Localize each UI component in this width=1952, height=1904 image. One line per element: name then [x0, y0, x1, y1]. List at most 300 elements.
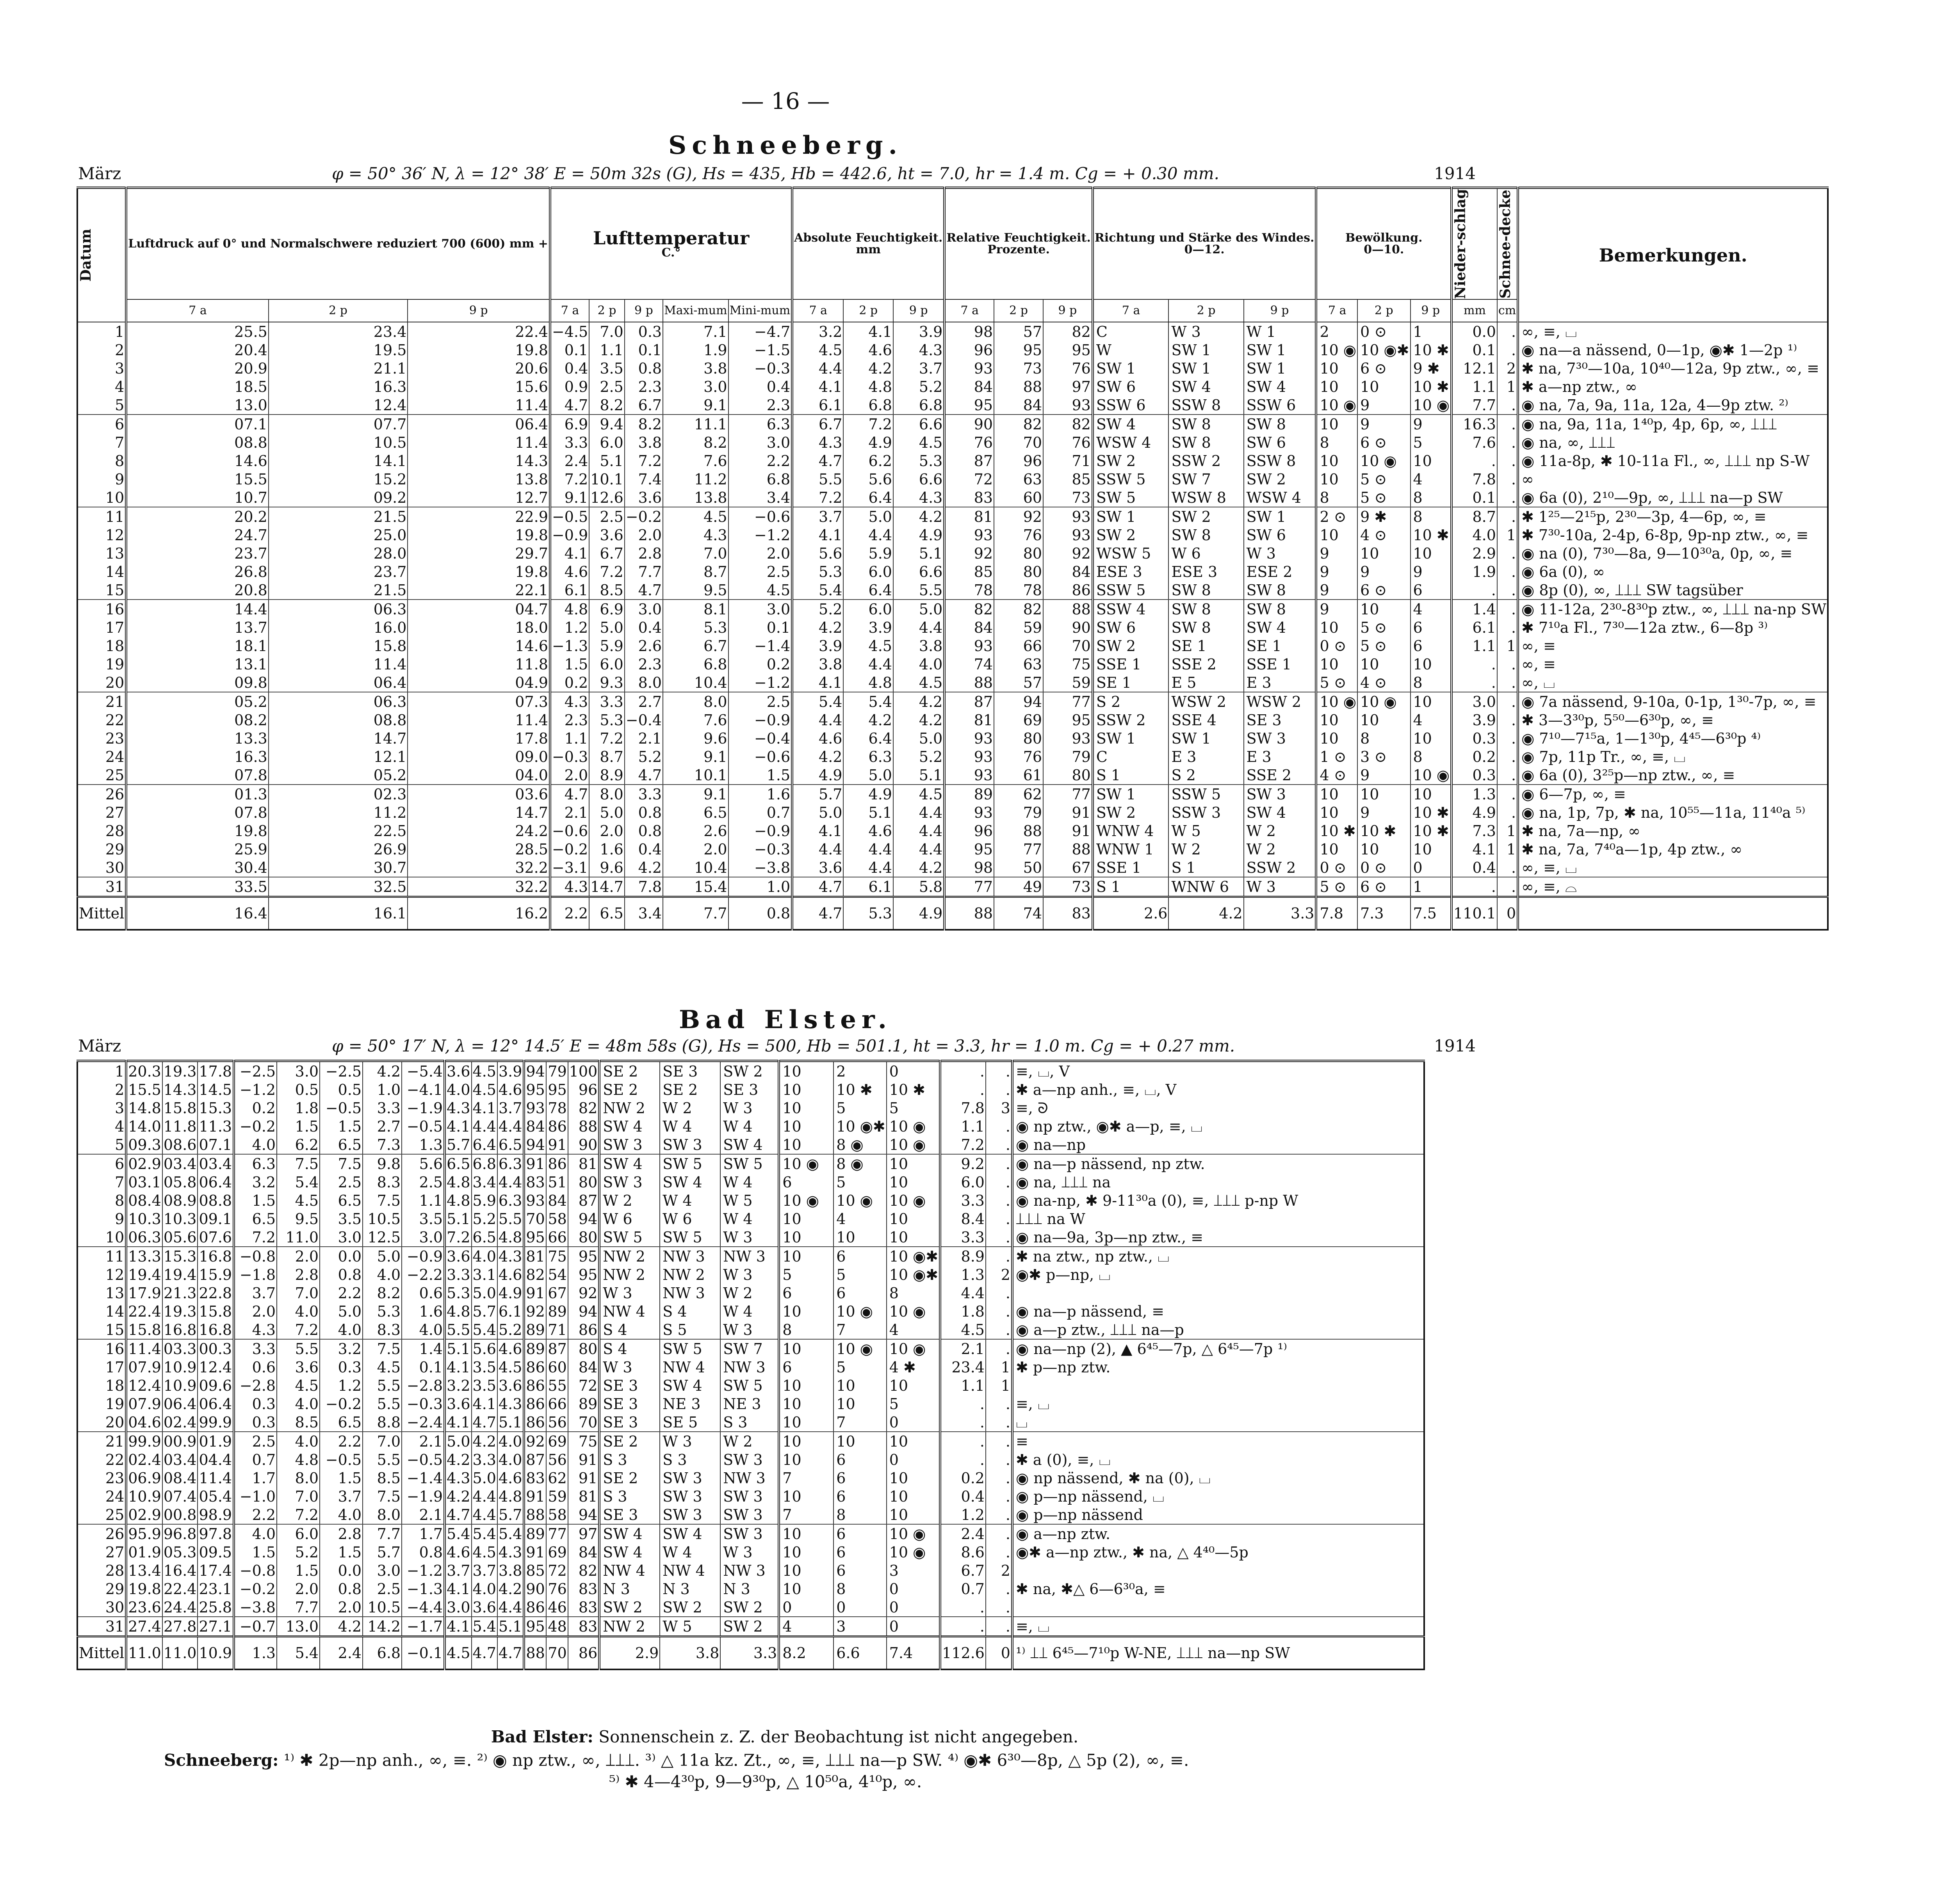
rel-2p-cell: 80 — [994, 729, 1043, 747]
table-row — [77, 637, 1828, 655]
cloud-7a-cell: 4 — [779, 1617, 834, 1637]
schneedecke-cell: . — [986, 1487, 1012, 1505]
rel-2p-cell: 88 — [994, 377, 1043, 396]
wind-9p-cell: W 1 — [1244, 322, 1316, 341]
temp-7a-cell: −0.3 — [550, 747, 589, 766]
luftdruck-9p-cell: 07.3 — [408, 692, 550, 711]
luftdruck-2p-cell: 19.5 — [269, 341, 408, 359]
luftdruck-2p-cell: 15.3 — [162, 1247, 198, 1265]
datum-cell: 17 — [77, 1358, 126, 1376]
luftdruck-9p-cell: 04.4 — [198, 1450, 234, 1469]
schneedecke-cell: 1 — [1497, 840, 1518, 858]
luftdruck-2p-cell: 24.4 — [162, 1598, 198, 1617]
abs-7a-cell: 4.7 — [792, 877, 843, 897]
niederschlag-cell: 12.1 — [1452, 359, 1497, 377]
wind-2p-cell: SW 8 — [1168, 433, 1243, 452]
table-row — [77, 1265, 1424, 1284]
temp-7a-cell: −3.8 — [234, 1598, 277, 1617]
temp-7a-cell: 6.1 — [550, 581, 589, 600]
temp-7a-cell: 2.0 — [550, 766, 589, 785]
temp-7a-cell: 1.5 — [234, 1543, 277, 1561]
luftdruck-2p-cell: 12.1 — [269, 747, 408, 766]
niederschlag-cell: 3.3 — [940, 1228, 986, 1247]
table-row — [77, 1099, 1424, 1117]
rel-7a-cell: 81 — [524, 1247, 546, 1265]
wind-9p-cell: SSE 2 — [1244, 766, 1316, 785]
abs-2p-cell: 6.0 — [843, 600, 893, 618]
datum-cell: 8 — [77, 1191, 126, 1210]
wind-7a-cell: SW 1 — [1093, 507, 1169, 526]
abs-7a-cell: 4.7 — [792, 452, 843, 470]
bemerkung-cell: ◉✱ p—np, ⌴ — [1012, 1265, 1424, 1284]
temp-min-cell: 2.5 — [728, 692, 793, 711]
rel-9p-cell: 70 — [568, 1413, 600, 1432]
abs-7a-cell: 6.1 — [792, 396, 843, 415]
cloud-7a-cell: 0 ⊙ — [1316, 858, 1357, 877]
rel-9p-cell: 87 — [568, 1191, 600, 1210]
datum-cell: 5 — [77, 396, 126, 415]
wind-7a-cell: SW 2 — [1093, 803, 1169, 822]
wind-9p-cell: NW 3 — [720, 1358, 779, 1376]
wind-2p-cell: S 2 — [1168, 766, 1243, 785]
datum-cell: 30 — [77, 1598, 126, 1617]
schneedecke-cell: 1 — [1497, 377, 1518, 396]
sub-7a: 7 a — [1093, 299, 1169, 322]
header-absolute-feuchtigkeit: Absolute Feuchtigkeit. mm — [792, 188, 944, 299]
cloud-2p-cell: 10 — [834, 1228, 886, 1247]
niederschlag-cell: 8.4 — [940, 1210, 986, 1228]
wind-2p-cell: NE 3 — [660, 1395, 720, 1413]
rel-2p-cell: 79 — [994, 803, 1043, 822]
niederschlag-cell: 4.1 — [1452, 840, 1497, 858]
rel-7a-cell: 88 — [524, 1637, 546, 1670]
rel-2p-cell: 71 — [546, 1320, 568, 1339]
luftdruck-2p-cell: 16.4 — [162, 1561, 198, 1580]
temp-2p-cell: 5.0 — [589, 803, 625, 822]
datum-cell: 29 — [77, 840, 126, 858]
temp-min-cell: 2.1 — [402, 1505, 445, 1524]
cloud-7a-cell: 10 — [779, 1543, 834, 1561]
luftdruck-7a-cell: 10.3 — [126, 1210, 162, 1228]
abs-7a-cell: 4.8 — [445, 1191, 471, 1210]
luftdruck-9p-cell: 14.5 — [198, 1080, 234, 1099]
wind-2p-cell: SSE 4 — [1168, 711, 1243, 729]
bemerkung-cell: ◉ np ztw., ◉✱ a—p, ≡, ⌴ — [1012, 1117, 1424, 1135]
luftdruck-2p-cell: 21.1 — [269, 359, 408, 377]
rel-7a-cell: 85 — [524, 1561, 546, 1580]
bemerkung-cell: ⟘⟘⟘ na W — [1012, 1210, 1424, 1228]
bemerkung-cell: ◉ 7p, 11p Tr., ∞, ≡, ⌴ — [1518, 747, 1828, 766]
abs-7a-cell: 7.2 — [445, 1228, 471, 1247]
luftdruck-9p-cell: 24.2 — [408, 822, 550, 840]
rel-9p-cell: 82 — [568, 1561, 600, 1580]
datum-cell: 15 — [77, 581, 126, 600]
wind-2p-cell: S 1 — [1168, 858, 1243, 877]
wind-2p-cell: SW 2 — [1168, 507, 1243, 526]
schneedecke-cell: 1 — [1497, 637, 1518, 655]
rel-7a-cell: 92 — [944, 544, 994, 562]
cloud-7a-cell: 4 ⊙ — [1316, 766, 1357, 785]
cloud-7a-cell: 10 — [779, 1450, 834, 1469]
temp-max-cell: 9.1 — [663, 747, 728, 766]
schneedecke-cell: . — [986, 1395, 1012, 1413]
cloud-7a-cell: 9 — [1316, 600, 1357, 618]
footnote-text: ¹⁾ ✱ 2p—np anh., ∞, ≡. ²⁾ ◉ np ztw., ∞, ⟘⟘⟘. ³⁾ △ 11a kz. Zt., ∞, ≡, ⟘⟘⟘ na—p SW. ⁴⁾ ◉✱ 6³⁰—8p, △ 5p (2), ∞, ≡. — [283, 1751, 1189, 1770]
footnote-schneeberg — [164, 1751, 1577, 1770]
rel-9p-cell: 91 — [568, 1469, 600, 1487]
niederschlag-cell: . — [1452, 655, 1497, 673]
temp-max-cell: 8.2 — [363, 1284, 402, 1302]
rel-2p-cell: 69 — [546, 1432, 568, 1450]
temp-min-cell: 3.0 — [728, 433, 793, 452]
temp-min-cell: 0.8 — [728, 897, 793, 930]
abs-7a-cell: 4.2 — [445, 1487, 471, 1505]
rel-7a-cell: 86 — [524, 1395, 546, 1413]
rel-2p-cell: 69 — [546, 1543, 568, 1561]
luftdruck-2p-cell: 19.3 — [162, 1302, 198, 1320]
cloud-7a-cell: 7 — [779, 1469, 834, 1487]
temp-7a-cell: −0.6 — [550, 822, 589, 840]
abs-2p-cell: 5.4 — [472, 1524, 497, 1543]
temp-max-cell: 9.6 — [663, 729, 728, 747]
temp-7a-cell: 3.2 — [234, 1173, 277, 1191]
luftdruck-9p-cell: 15.6 — [408, 377, 550, 396]
temp-min-cell: 5.6 — [402, 1154, 445, 1173]
temp-2p-cell: 6.7 — [589, 544, 625, 562]
abs-2p-cell: 4.0 — [472, 1580, 497, 1598]
wind-7a-cell: S 3 — [599, 1450, 660, 1469]
luftdruck-2p-cell: 30.7 — [269, 858, 408, 877]
luftdruck-9p-cell: 06.4 — [408, 415, 550, 433]
cloud-9p-cell: 10 ✱ — [1411, 341, 1452, 359]
wind-2p-cell: SW 8 — [1168, 526, 1243, 544]
abs-7a-cell: 3.6 — [792, 858, 843, 877]
bemerkung-cell: ◉ na—p nässend, ≡ — [1012, 1302, 1424, 1320]
datum-cell: 22 — [77, 711, 126, 729]
wind-7a-cell: SW 5 — [599, 1228, 660, 1247]
luftdruck-2p-cell: 03.4 — [162, 1154, 198, 1173]
rel-2p-cell: 96 — [994, 452, 1043, 470]
cloud-2p-cell: 10 ◉ — [1357, 452, 1410, 470]
cloud-7a-cell: 10 — [779, 1487, 834, 1505]
cloud-2p-cell: 5 ⊙ — [1357, 488, 1410, 507]
temp-7a-cell: 7.2 — [550, 470, 589, 488]
bemerkung-cell: ◉ na, ⟘⟘⟘ na — [1012, 1173, 1424, 1191]
datum-cell: 18 — [77, 637, 126, 655]
cloud-9p-cell: 1 — [1411, 322, 1452, 341]
luftdruck-9p-cell: 13.8 — [408, 470, 550, 488]
luftdruck-2p-cell: 00.9 — [162, 1432, 198, 1450]
cloud-9p-cell: 10 ◉ — [887, 1339, 940, 1358]
datum-cell: 26 — [77, 785, 126, 803]
abs-9p-cell: 4.3 — [497, 1395, 524, 1413]
cloud-2p-cell: 6 — [834, 1524, 886, 1543]
cloud-7a-cell: 0 ⊙ — [1316, 637, 1357, 655]
table-row — [77, 581, 1828, 600]
temp-min-cell: −1.9 — [402, 1099, 445, 1117]
wind-2p-cell: WSW 2 — [1168, 692, 1243, 711]
temp-9p-cell: 1.5 — [320, 1469, 363, 1487]
datum-cell: 5 — [77, 1135, 126, 1154]
sub-2p: 2 p — [994, 299, 1043, 322]
header-wind: Richtung und Stärke des Windes. 0—12. — [1093, 188, 1316, 299]
cloud-7a-cell: 5 ⊙ — [1316, 673, 1357, 692]
datum-cell: 2 — [77, 341, 126, 359]
wind-2p-cell: SSW 3 — [1168, 803, 1243, 822]
luftdruck-9p-cell: 01.9 — [198, 1432, 234, 1450]
wind-9p-cell: SW 7 — [720, 1339, 779, 1358]
wind-2p-cell: S 4 — [660, 1302, 720, 1320]
temp-max-cell: 7.5 — [363, 1487, 402, 1505]
wind-2p-cell: SE 3 — [660, 1061, 720, 1080]
abs-9p-cell: 3.7 — [497, 1099, 524, 1117]
abs-2p-cell: 4.4 — [472, 1487, 497, 1505]
temp-2p-cell: 5.3 — [589, 711, 625, 729]
abs-2p-cell: 3.9 — [843, 618, 893, 637]
bemerkung-cell: ≡, ⌴, V — [1012, 1061, 1424, 1080]
temp-max-cell: 7.0 — [363, 1432, 402, 1450]
cloud-9p-cell: 10 — [887, 1376, 940, 1395]
temp-7a-cell: 2.2 — [234, 1505, 277, 1524]
niederschlag-cell: 2.4 — [940, 1524, 986, 1543]
bemerkung-cell: ◉ 6a (0), 2¹⁰—9p, ∞, ⟘⟘⟘ na—p SW — [1518, 488, 1828, 507]
cloud-7a-cell: 10 ◉ — [779, 1191, 834, 1210]
temp-max-cell: 7.5 — [363, 1191, 402, 1210]
rel-7a-cell: 93 — [944, 526, 994, 544]
temp-7a-cell: 2.2 — [550, 897, 589, 930]
temp-9p-cell: 3.0 — [320, 1228, 363, 1247]
abs-7a-cell: 4.7 — [445, 1505, 471, 1524]
luftdruck-2p-cell: 16.0 — [269, 618, 408, 637]
niederschlag-cell: 1.3 — [940, 1265, 986, 1284]
luftdruck-7a-cell: 07.8 — [126, 803, 269, 822]
rel-7a-cell: 98 — [944, 858, 994, 877]
abs-9p-cell: 3.8 — [893, 637, 944, 655]
abs-2p-cell: 4.4 — [843, 840, 893, 858]
bemerkung-cell: ◉ 11a-8p, ✱ 10-11a Fl., ∞, ⟘⟘⟘ np S-W — [1518, 452, 1828, 470]
abs-9p-cell: 4.7 — [497, 1637, 524, 1670]
bemerkung-cell: ✱ na, 7a, 7⁴⁰a—1p, 4p ztw., ∞ — [1518, 840, 1828, 858]
cloud-2p-cell: 9 — [1357, 562, 1410, 581]
luftdruck-9p-cell: 06.4 — [198, 1395, 234, 1413]
luftdruck-2p-cell: 23.7 — [269, 562, 408, 581]
wind-7a-cell: S 1 — [1093, 877, 1169, 897]
abs-2p-cell: 4.8 — [843, 673, 893, 692]
niederschlag-cell: 1.9 — [1452, 562, 1497, 581]
temp-max-cell: 5.3 — [663, 618, 728, 637]
luftdruck-2p-cell: 06.4 — [162, 1395, 198, 1413]
cloud-2p-cell: 10 ◉✱ — [1357, 341, 1410, 359]
wind-9p-cell: W 3 — [720, 1228, 779, 1247]
rel-9p-cell: 83 — [568, 1617, 600, 1637]
bemerkung-cell — [1518, 897, 1828, 930]
temp-min-cell: 2.5 — [402, 1173, 445, 1191]
station-parameters: φ = 50° 17′ N, λ = 12° 14.5′ E = 48m 58s (G), Hs = 500, Hb = 501.1, ht = 3.3, hr = 1.0 m. Cg = + 0.27 mm. — [332, 1036, 1235, 1055]
table-row — [77, 1395, 1424, 1413]
wind-2p-cell: SW 5 — [660, 1154, 720, 1173]
cloud-7a-cell: 0 — [779, 1598, 834, 1617]
temp-max-cell: 4.2 — [363, 1061, 402, 1080]
rel-7a-cell: 87 — [524, 1450, 546, 1469]
schneedecke-cell: . — [1497, 747, 1518, 766]
wind-9p-cell: W 2 — [720, 1284, 779, 1302]
cloud-7a-cell: 10 — [1316, 618, 1357, 637]
wind-7a-cell: S 1 — [1093, 766, 1169, 785]
rel-9p-cell: 93 — [1043, 729, 1093, 747]
luftdruck-2p-cell: 05.3 — [162, 1543, 198, 1561]
luftdruck-7a-cell: 15.8 — [126, 1320, 162, 1339]
cloud-2p-cell: 10 — [1357, 840, 1410, 858]
rel-2p-cell: 66 — [546, 1228, 568, 1247]
temp-9p-cell: 1.2 — [320, 1376, 363, 1395]
abs-2p-cell: 6.3 — [843, 747, 893, 766]
temp-max-cell: 10.5 — [363, 1210, 402, 1228]
rel-2p-cell: 69 — [994, 711, 1043, 729]
schneedecke-cell: . — [1497, 341, 1518, 359]
datum-cell: 21 — [77, 1432, 126, 1450]
rel-9p-cell: 86 — [568, 1637, 600, 1670]
bemerkung-cell: ◉ np nässend, ✱ na (0), ⌴ — [1012, 1469, 1424, 1487]
cloud-7a-cell: 8 — [779, 1320, 834, 1339]
temp-9p-cell: 1.5 — [320, 1117, 363, 1135]
schneedecke-cell: 3 — [986, 1099, 1012, 1117]
niederschlag-cell: 4.0 — [1452, 526, 1497, 544]
rel-7a-cell: 98 — [944, 322, 994, 341]
wind-9p-cell: W 2 — [1244, 840, 1316, 858]
luftdruck-9p-cell: 17.8 — [408, 729, 550, 747]
rel-9p-cell: 84 — [568, 1543, 600, 1561]
wind-2p-cell: SW 1 — [1168, 341, 1243, 359]
luftdruck-2p-cell: 06.3 — [269, 692, 408, 711]
datum-cell: 23 — [77, 729, 126, 747]
temp-max-cell: 3.0 — [363, 1561, 402, 1580]
rel-9p-cell: 92 — [1043, 544, 1093, 562]
schneedecke-cell: . — [1497, 673, 1518, 692]
luftdruck-2p-cell: 15.8 — [269, 637, 408, 655]
wind-9p-cell: SW 3 — [720, 1505, 779, 1524]
luftdruck-2p-cell: 26.9 — [269, 840, 408, 858]
temp-min-cell: 1.6 — [728, 785, 793, 803]
temp-min-cell: 0.1 — [728, 618, 793, 637]
cloud-9p-cell: 10 ✱ — [1411, 377, 1452, 396]
cloud-9p-cell: 4 — [1411, 470, 1452, 488]
rel-7a-cell: 93 — [944, 637, 994, 655]
temp-9p-cell: 4.7 — [625, 766, 663, 785]
schneedecke-cell: . — [986, 1543, 1012, 1561]
cloud-7a-cell: 10 — [779, 1135, 834, 1154]
table-row — [77, 1173, 1424, 1191]
temp-7a-cell: −2.8 — [234, 1376, 277, 1395]
wind-2p-cell: SW 8 — [1168, 581, 1243, 600]
temp-7a-cell: −3.1 — [550, 858, 589, 877]
luftdruck-2p-cell: 10.9 — [162, 1358, 198, 1376]
luftdruck-7a-cell: 06.9 — [126, 1469, 162, 1487]
wind-7a-cell: 2.9 — [599, 1637, 660, 1670]
rel-7a-cell: 89 — [524, 1339, 546, 1358]
niederschlag-cell: 0.1 — [1452, 488, 1497, 507]
bemerkung-cell: ◉ na—9a, 3p—np ztw., ≡ — [1012, 1228, 1424, 1247]
cloud-9p-cell: 4 ✱ — [887, 1358, 940, 1376]
rel-9p-cell: 95 — [568, 1247, 600, 1265]
luftdruck-7a-cell: 08.8 — [126, 433, 269, 452]
abs-2p-cell: 5.9 — [843, 544, 893, 562]
temp-min-cell: 2.5 — [728, 562, 793, 581]
abs-2p-cell: 6.5 — [472, 1228, 497, 1247]
abs-9p-cell: 3.9 — [893, 322, 944, 341]
temp-9p-cell: 7.4 — [625, 470, 663, 488]
rel-7a-cell: 86 — [524, 1598, 546, 1617]
temp-max-cell: 4.3 — [663, 526, 728, 544]
luftdruck-7a-cell: 20.4 — [126, 341, 269, 359]
temp-2p-cell: 7.2 — [589, 729, 625, 747]
cloud-9p-cell: 7.5 — [1411, 897, 1452, 930]
cloud-9p-cell: 8 — [1411, 747, 1452, 766]
rel-9p-cell: 91 — [568, 1450, 600, 1469]
rel-7a-cell: 86 — [524, 1358, 546, 1376]
cloud-2p-cell: 9 — [1357, 803, 1410, 822]
abs-9p-cell: 4.2 — [893, 711, 944, 729]
temp-max-cell: 2.0 — [663, 840, 728, 858]
niederschlag-cell: 4.9 — [1452, 803, 1497, 822]
bemerkung-cell: ⌴ — [1012, 1413, 1424, 1432]
temp-2p-cell: 3.5 — [589, 359, 625, 377]
temp-9p-cell: 4.2 — [320, 1617, 363, 1637]
temp-max-cell: 8.0 — [363, 1505, 402, 1524]
niederschlag-cell: . — [1452, 581, 1497, 600]
abs-9p-cell: 4.4 — [893, 618, 944, 637]
wind-7a-cell: NW 2 — [599, 1617, 660, 1637]
abs-2p-cell: 6.8 — [843, 396, 893, 415]
sub-9p: 9 p — [893, 299, 944, 322]
temp-min-cell: 0.6 — [402, 1284, 445, 1302]
temp-2p-cell: 8.5 — [589, 581, 625, 600]
cloud-9p-cell: 10 ◉ — [1411, 396, 1452, 415]
sub-2p: 2 p — [1168, 299, 1243, 322]
temp-7a-cell: −0.7 — [234, 1617, 277, 1637]
temp-2p-cell: 4.0 — [277, 1432, 320, 1450]
rel-2p-cell: 74 — [994, 897, 1043, 930]
temp-2p-cell: 6.2 — [277, 1135, 320, 1154]
rel-7a-cell: 88 — [524, 1505, 546, 1524]
cloud-2p-cell: 8 — [1357, 729, 1410, 747]
abs-7a-cell: 3.2 — [445, 1376, 471, 1395]
rel-7a-cell: 91 — [524, 1487, 546, 1505]
bemerkung-cell: ◉ 7a nässend, 9-10a, 0-1p, 1³⁰-7p, ∞, ≡ — [1518, 692, 1828, 711]
cloud-9p-cell: 10 ✱ — [1411, 526, 1452, 544]
rel-2p-cell: 72 — [546, 1561, 568, 1580]
bemerkung-cell — [1012, 1376, 1424, 1395]
cloud-2p-cell: 10 — [1357, 377, 1410, 396]
niederschlag-cell: 3.0 — [1452, 692, 1497, 711]
header-lufttemperatur: Lufttemperatur C.° — [550, 188, 792, 299]
temp-2p-cell: 1.5 — [277, 1117, 320, 1135]
station-parameters: φ = 50° 36′ N, λ = 12° 38′ E = 50m 32s (G), Hs = 435, Hb = 442.6, ht = 7.0, hr = 1.4 m. Cg = + 0.30 mm. — [332, 164, 1219, 183]
temp-max-cell: 4.5 — [363, 1358, 402, 1376]
rel-7a-cell: 91 — [524, 1543, 546, 1561]
temp-2p-cell: 7.7 — [277, 1598, 320, 1617]
abs-7a-cell: 5.0 — [445, 1432, 471, 1450]
schneedecke-cell: . — [1497, 544, 1518, 562]
abs-7a-cell: 5.7 — [445, 1135, 471, 1154]
cloud-9p-cell: 0 — [887, 1450, 940, 1469]
niederschlag-cell: . — [1452, 877, 1497, 897]
abs-7a-cell: 4.1 — [445, 1580, 471, 1598]
temp-2p-cell: 2.0 — [277, 1247, 320, 1265]
rel-9p-cell: 71 — [1043, 452, 1093, 470]
cloud-2p-cell: 8 — [834, 1505, 886, 1524]
niederschlag-cell: . — [940, 1080, 986, 1099]
datum-cell: 29 — [77, 1580, 126, 1598]
